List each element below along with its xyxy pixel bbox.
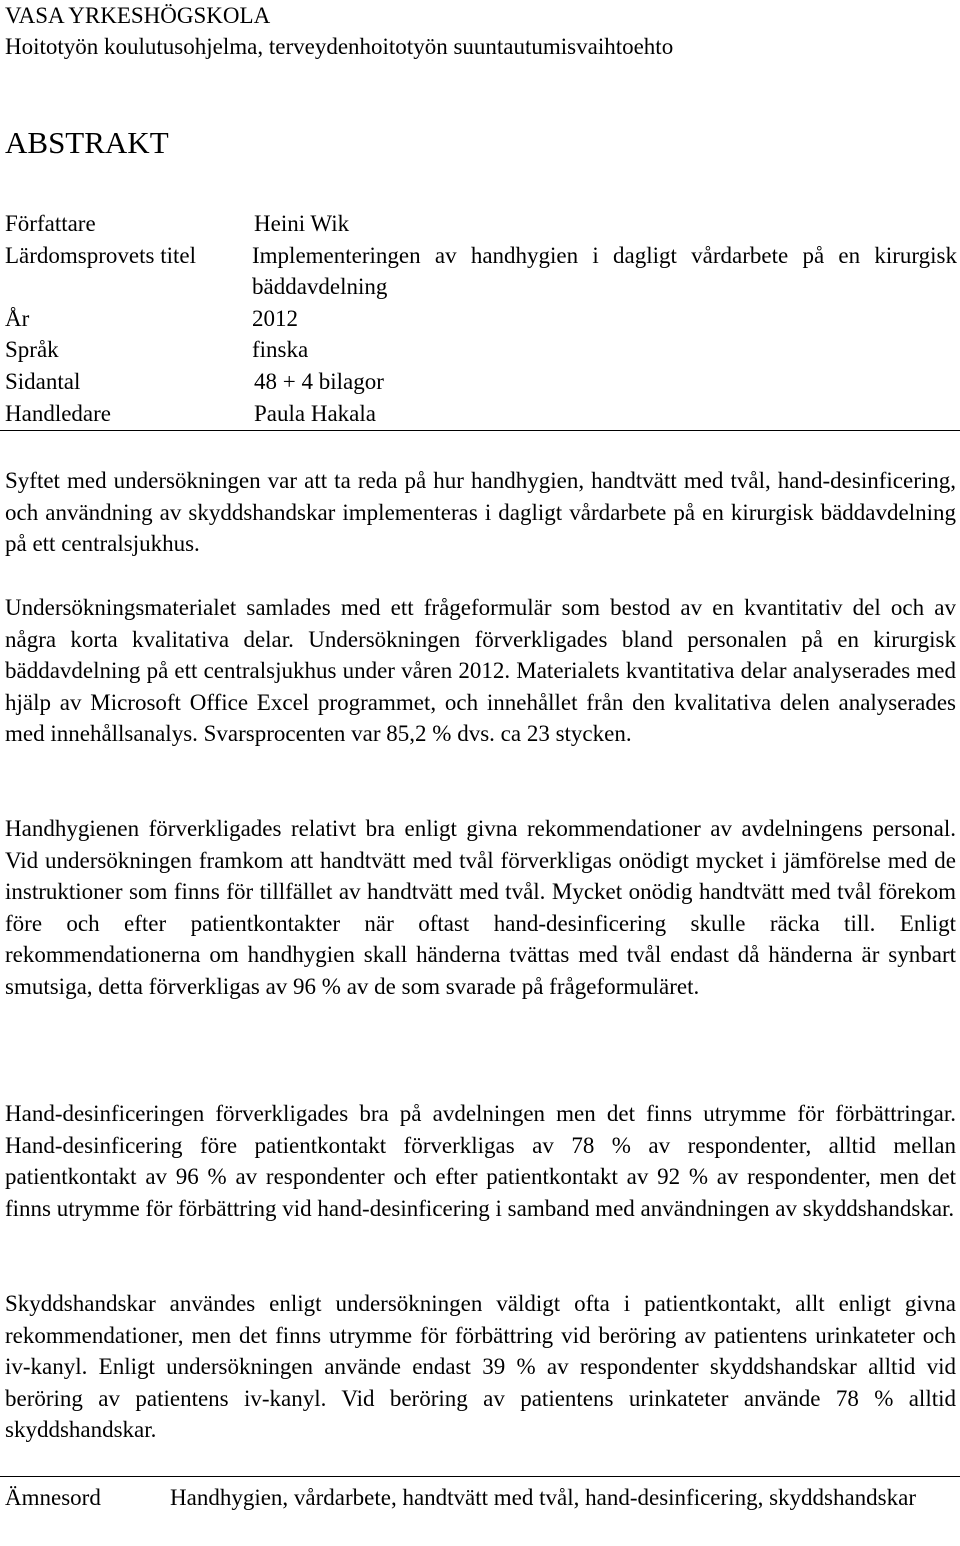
metadata-table bbox=[5, 208, 957, 429]
language-label: Språk bbox=[5, 337, 59, 363]
meta-row-thesis-title bbox=[5, 240, 957, 303]
abstract-paragraph bbox=[5, 813, 956, 1003]
thesis-title-label: Lärdomsprovets titel bbox=[5, 242, 196, 268]
divider-bottom bbox=[0, 1476, 960, 1477]
abstract-paragraph bbox=[5, 592, 956, 750]
pages-label: Sidantal bbox=[5, 368, 81, 394]
meta-row-language bbox=[5, 334, 957, 366]
pages-value: 48 + 4 bilagor bbox=[254, 368, 384, 394]
page-title: ABSTRAKT bbox=[5, 125, 169, 160]
meta-row-author bbox=[5, 208, 957, 240]
paragraph-hand-hygiene: Handhygienen förverkligades relativt bra enligt givna rekommendationer av avdelningens personal. Vid undersökningen framkom att handtvätt med tvål förverkligas onödigt mycket i jämförelse med de instruktioner som finns för tillfället av handtvätt med tvål. Mycket onödig handtvätt med tvål förekom före och efter patientkontakter när oftast hand-desinficering skulle räcka till. Enligt rekommendationerna om handhygien skall händerna tvättas med tvål endast då händerna är synbart smutsiga, detta förverkligas av 96 % av de som svarade på frågeformuläret. bbox=[5, 816, 956, 999]
supervisor-label: Handledare bbox=[5, 400, 111, 426]
paragraph-disinfection: Hand-desinficeringen förverkligades bra på avdelningen men det finns utrymme för förbättringar. Hand-desinficering före patientkontakt förverkligas av 78 % av respondenter, alltid mellan patientkontakt av 96 % av respondenter och efter patientkontakt av 92 % av respondenter, men det finns utrymme för förbättring vid hand-desinficering i samband med användningen av skyddshandskar. bbox=[5, 1101, 956, 1221]
program-name: Hoitotyön koulutusohjelma, terveydenhoitotyön suuntautumisvaihtoehto bbox=[5, 34, 674, 59]
abstract-paragraph bbox=[5, 465, 956, 560]
year-label: År bbox=[5, 305, 30, 331]
meta-row-supervisor bbox=[5, 398, 957, 430]
thesis-title-value: Implementeringen av handhygien i dagligt vårdarbete på en kirurgisk bäddavdelning bbox=[252, 242, 957, 300]
meta-row-pages bbox=[5, 366, 957, 398]
divider-top bbox=[0, 430, 960, 431]
language-value: finska bbox=[252, 337, 309, 363]
paragraph-gloves: Skyddshandskar användes enligt undersökningen väldigt ofta i patientkontakt, allt enligt givna rekommendationer, men det finns utrymme för förbättring vid beröring av patientens urinkateter och iv-kanyl. Enligt undersökningen använde endast 39 % av respondenter skyddshandskar alltid vid beröring av patientens iv-kanyl. Vid beröring av patientens urinkateter använde 78 % alltid skyddshandskar. bbox=[5, 1291, 956, 1443]
abstract-paragraph bbox=[5, 1288, 956, 1446]
year-value: 2012 bbox=[252, 305, 298, 331]
abstract-paragraph bbox=[5, 1098, 956, 1224]
supervisor-value: Paula Hakala bbox=[254, 400, 376, 426]
keywords-label: Ämnesord bbox=[5, 1485, 101, 1510]
meta-row-year bbox=[5, 303, 957, 335]
paragraph-purpose: Syftet med undersökningen var att ta reda på hur handhygien, handtvätt med tvål, hand-desinficering, och användning av skyddshandskar implementeras i dagligt vårdarbete på en kirurgisk bäddavdelning på ett centralsjukhus. bbox=[5, 468, 956, 557]
paragraph-method: Undersökningsmaterialet samlades med ett frågeformulär som bestod av en kvantitativ del och av några korta kvalitativa delar. Undersökningen förverkligades bland personalen på en kirurgisk bäddavdelning på ett centralsjukhus under våren 2012. Materialets kvantitativa delar analyserades med hjälp av Microsoft Office Excel programmet, och innehållet från den kvalitativa delen analyserades med innehållsanalys. Svarsprocenten var 85,2 % dvs. ca 23 stycken. bbox=[5, 595, 956, 747]
author-label: Författare bbox=[5, 211, 96, 236]
author-value: Heini Wik bbox=[254, 211, 350, 236]
school-name: VASA YRKESHÖGSKOLA bbox=[5, 3, 271, 28]
keywords-value: Handhygien, vårdarbete, handtvätt med tvål, hand-desinficering, skyddshandskar bbox=[170, 1485, 916, 1510]
keywords-section bbox=[5, 1482, 956, 1514]
